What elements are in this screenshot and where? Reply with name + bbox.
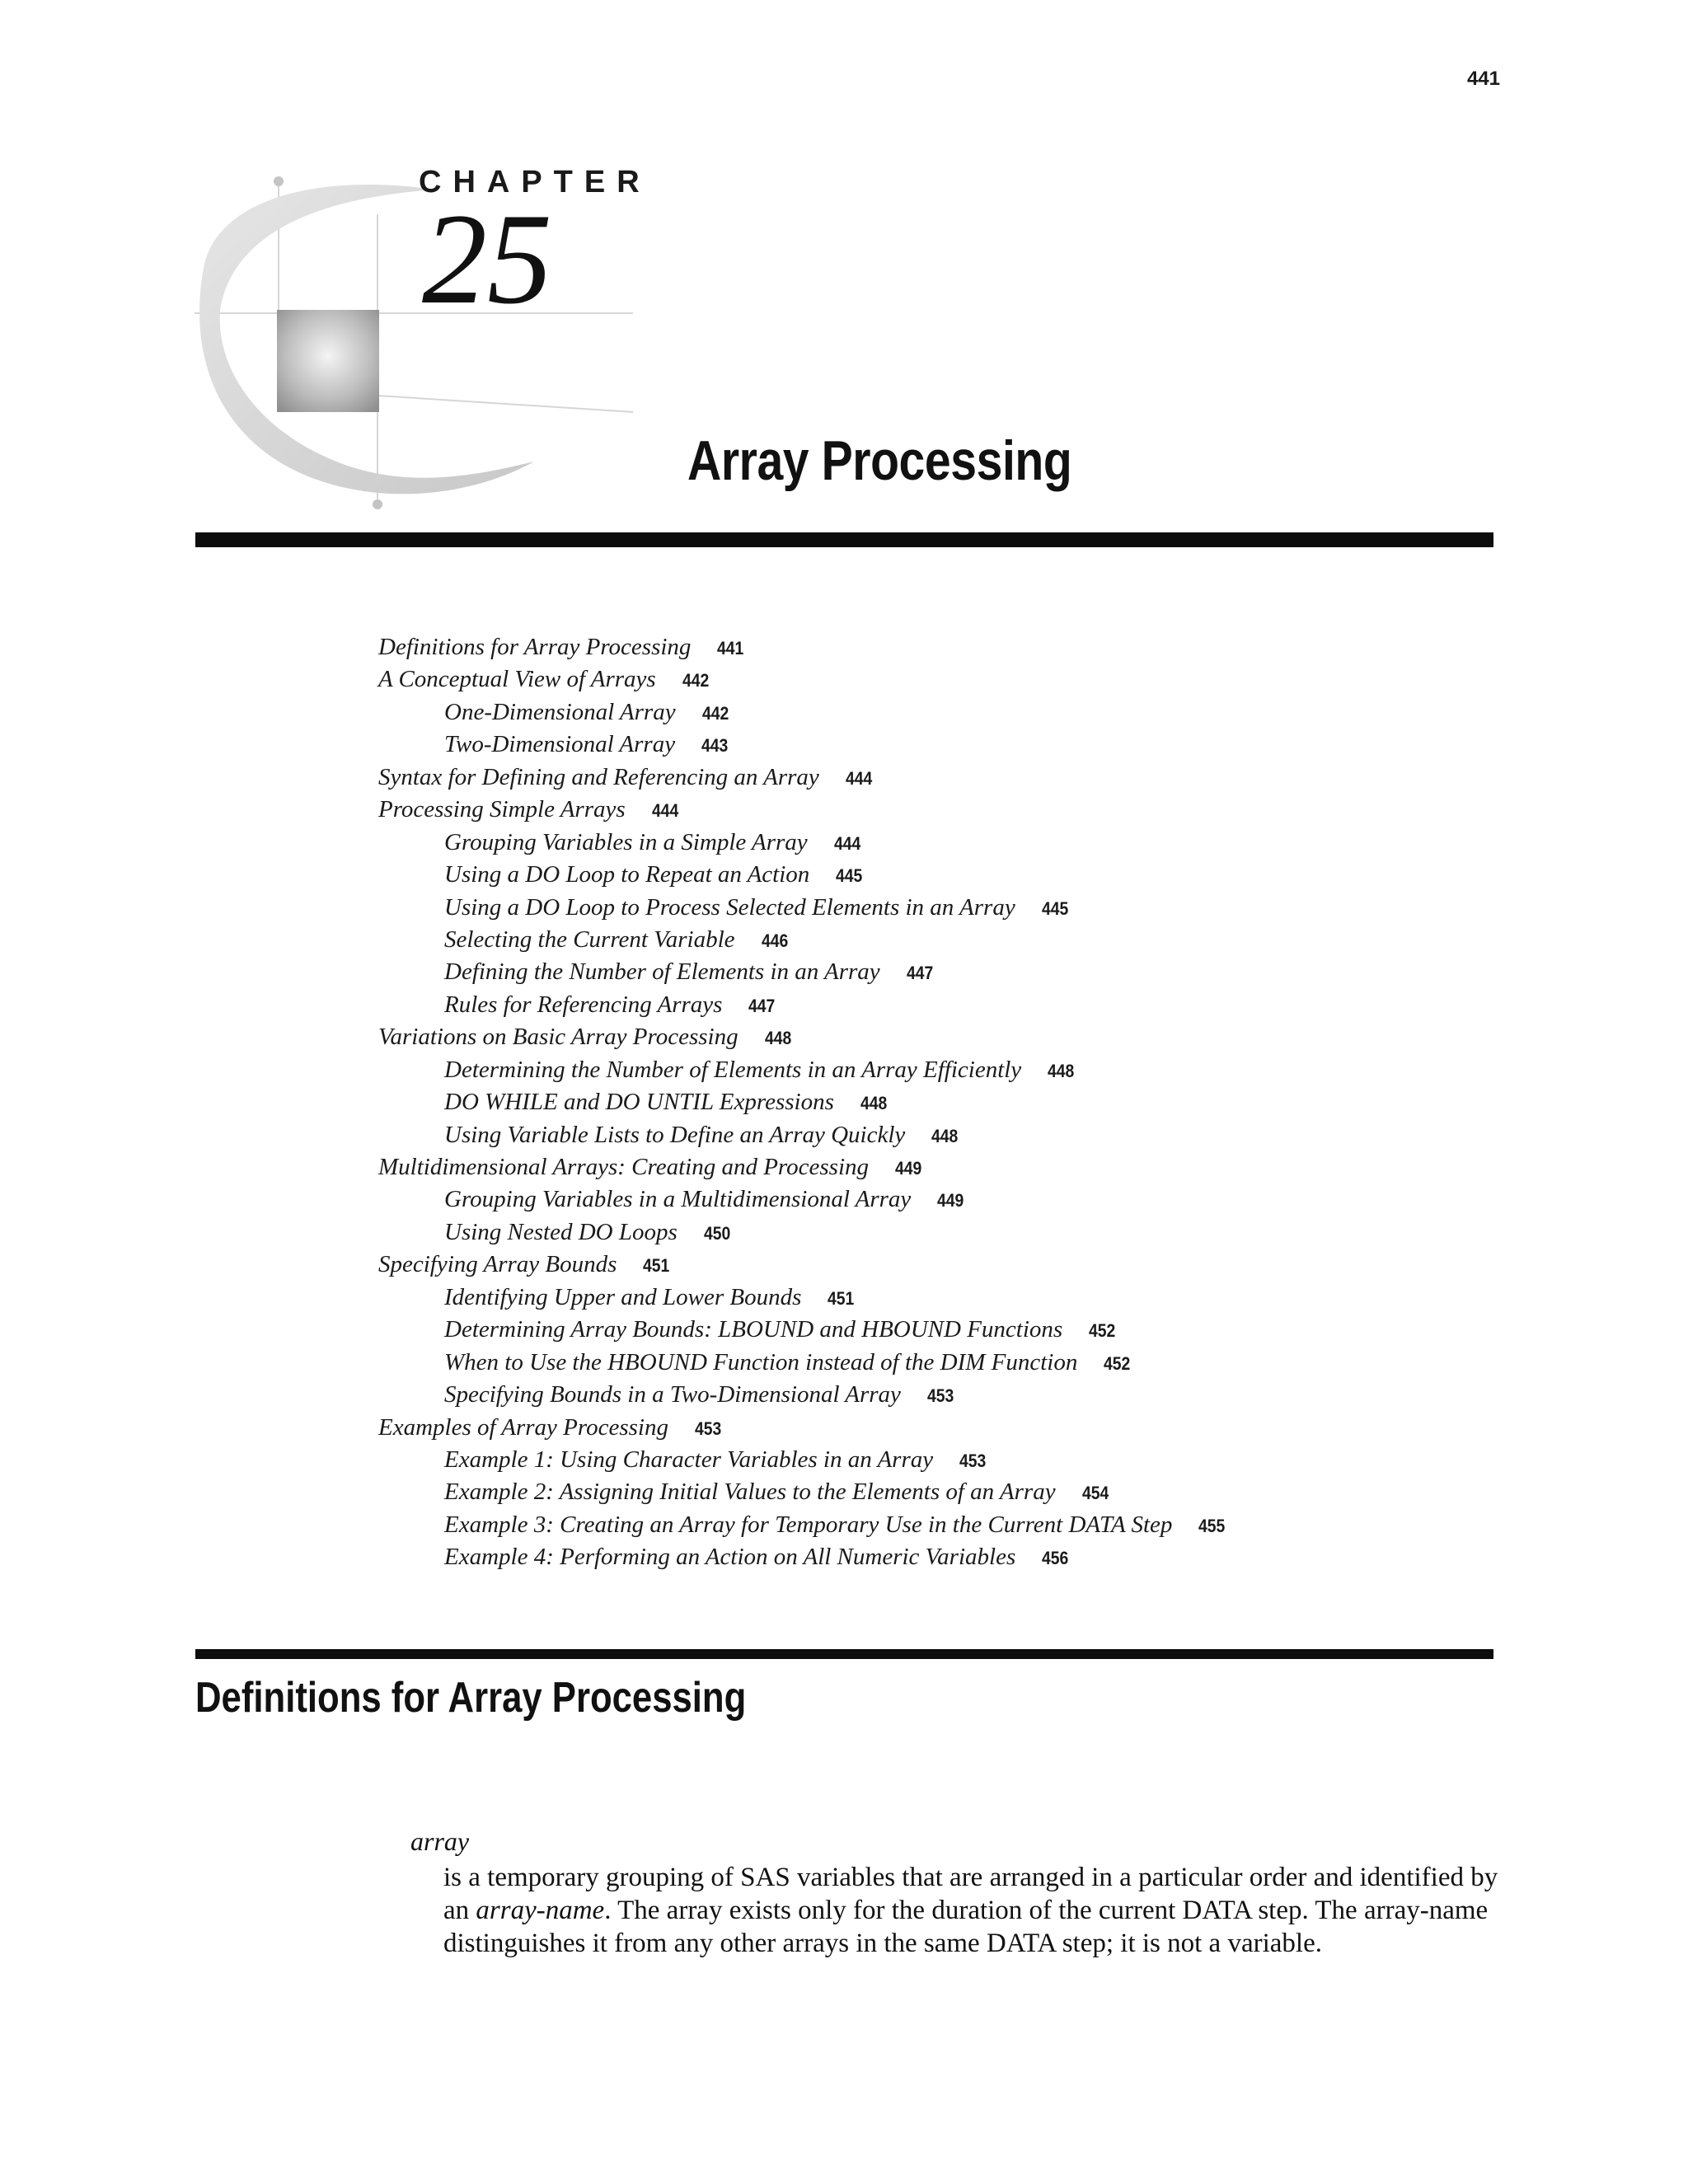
toc-entry-title: Using a DO Loop to Repeat an Action — [444, 861, 810, 888]
definition-emphasis: array-name — [476, 1896, 605, 1925]
toc-entry[interactable] — [378, 1216, 1532, 1249]
toc-entry-title: Example 2: Assigning Initial Values to the Elements of an Array — [444, 1479, 1056, 1506]
toc-entry[interactable] — [378, 696, 1532, 729]
toc-entry-page: 449 — [895, 1158, 922, 1179]
toc-entry-title: A Conceptual View of Arrays — [378, 666, 656, 693]
toc-entry[interactable] — [378, 1151, 1532, 1183]
toc-entry[interactable] — [378, 989, 1532, 1021]
toc-entry[interactable] — [378, 1086, 1532, 1118]
toc-entry-title: Two-Dimensional Array — [444, 731, 676, 758]
toc-entry-page: 443 — [701, 735, 729, 757]
toc-entry-page: 448 — [931, 1125, 959, 1146]
toc-entry[interactable] — [378, 1054, 1532, 1086]
toc-entry-title: One-Dimensional Array — [444, 698, 676, 725]
toc-entry-page: 447 — [748, 995, 776, 1016]
toc-entry-title: Multidimensional Arrays: Creating and Processing — [378, 1154, 870, 1180]
toc-entry-page: 445 — [836, 865, 863, 887]
definition-text-2: . The array exists only for the duration of the current DATA step. The array-name distinguishes it from any other arrays in the same DATA step; it is not a variable. — [443, 1896, 1489, 1958]
section-heading: Definitions for Array Processing — [195, 1674, 747, 1722]
toc-entry-title: Specifying Bounds in a Two-Dimensional Array — [444, 1381, 901, 1408]
toc-entry-title: Example 4: Performing an Action on All Numeric Variables — [444, 1544, 1016, 1571]
section-rule — [195, 1649, 1493, 1659]
toc-entry[interactable] — [378, 827, 1532, 859]
toc-entry-page: 454 — [1081, 1483, 1109, 1504]
chapter-title-rule — [195, 532, 1493, 547]
toc-entry[interactable] — [378, 1541, 1532, 1573]
toc-entry[interactable] — [378, 1412, 1532, 1444]
toc-entry-page: 452 — [1104, 1352, 1131, 1374]
toc-entry-title: Example 3: Creating an Array for Temporary Use in the Current DATA Step — [444, 1511, 1173, 1538]
toc-entry[interactable] — [378, 1476, 1532, 1508]
definition-term: array — [410, 1826, 470, 1856]
toc-entry-title: Processing Simple Arrays — [378, 796, 626, 823]
toc-entry[interactable] — [378, 1183, 1532, 1216]
toc-entry[interactable] — [378, 1119, 1532, 1151]
toc-entry[interactable] — [378, 631, 1532, 663]
toc-entry-title: Grouping Variables in a Multidimensional Array — [444, 1186, 912, 1213]
chapter-number: 25 — [422, 187, 552, 331]
toc-entry-page: 447 — [906, 963, 933, 984]
toc-entry-page: 453 — [959, 1450, 987, 1471]
toc-entry-page: 442 — [701, 702, 729, 724]
toc-entry-page: 456 — [1042, 1548, 1069, 1569]
page-number: 441 — [1466, 68, 1500, 90]
chapter-emblem-graphic — [188, 165, 649, 511]
toc-entry-title: Determining the Number of Elements in an Array Efficiently — [444, 1056, 1022, 1083]
toc-entry[interactable] — [378, 729, 1532, 761]
toc-entry-page: 446 — [761, 930, 788, 951]
toc-entry-page: 448 — [860, 1093, 888, 1114]
toc-entry[interactable] — [378, 1314, 1532, 1346]
toc-entry-page: 453 — [694, 1418, 722, 1439]
toc-entry[interactable] — [378, 1282, 1532, 1314]
toc-entry-title: Example 1: Using Character Variables in an Array — [444, 1446, 934, 1473]
toc-entry[interactable] — [378, 1379, 1532, 1411]
toc-entry[interactable] — [378, 924, 1532, 956]
toc-entry[interactable] — [378, 1021, 1532, 1053]
definition-text-1: is a temporary grouping of SAS variables that are arranged in a particular order and identified by an — [443, 1863, 1498, 1925]
toc-entry-title: Determining Array Bounds: LBOUND and HBOUND Functions — [444, 1316, 1063, 1343]
toc-entry[interactable] — [378, 1509, 1532, 1541]
chapter-label: CHAPTER — [419, 165, 651, 199]
toc-entry[interactable] — [378, 859, 1532, 891]
toc-entry-title: Using a DO Loop to Process Selected Elements in an Array — [444, 893, 1015, 921]
toc-entry[interactable] — [378, 1444, 1532, 1476]
toc-entry[interactable] — [378, 663, 1532, 696]
toc-entry[interactable] — [378, 1249, 1532, 1281]
toc-entry-title: Definitions for Array Processing — [378, 634, 692, 660]
toc-entry-page: 445 — [1041, 898, 1068, 919]
toc-entry-title: Using Nested DO Loops — [444, 1218, 678, 1245]
definition-body — [443, 1861, 1507, 1960]
toc-entry-page: 452 — [1089, 1320, 1116, 1342]
toc-entry-page: 449 — [937, 1190, 964, 1212]
toc-entry-page: 451 — [828, 1287, 855, 1309]
toc-entry-page: 453 — [926, 1385, 954, 1407]
toc-entry-title: DO WHILE and DO UNTIL Expressions — [444, 1089, 834, 1116]
toc-entry-page: 441 — [717, 638, 744, 658]
table-of-contents — [378, 631, 1532, 1574]
toc-entry-page: 444 — [845, 767, 873, 789]
toc-entry[interactable] — [378, 956, 1532, 988]
toc-entry[interactable] — [378, 892, 1532, 924]
toc-entry-title: Examples of Array Processing — [378, 1413, 668, 1441]
toc-entry-page: 444 — [651, 800, 678, 822]
toc-entry-page: 444 — [833, 832, 860, 854]
toc-entry-title: Syntax for Defining and Referencing an Array — [378, 763, 819, 790]
toc-entry-title: Variations on Basic Array Processing — [378, 1024, 738, 1051]
toc-entry[interactable] — [378, 1347, 1532, 1379]
toc-entry-page: 442 — [682, 670, 710, 691]
toc-entry-title: Grouping Variables in a Simple Array — [444, 828, 808, 855]
toc-entry-title: Identifying Upper and Lower Bounds — [444, 1283, 802, 1310]
toc-entry[interactable] — [378, 794, 1532, 826]
toc-entry-title: Rules for Referencing Arrays — [444, 991, 723, 1018]
toc-entry[interactable] — [378, 762, 1532, 794]
toc-entry-page: 450 — [703, 1222, 731, 1244]
toc-entry-page: 455 — [1198, 1515, 1226, 1536]
toc-entry-title: Specifying Array Bounds — [378, 1251, 617, 1278]
toc-entry-page: 451 — [643, 1255, 670, 1277]
chapter-title: Array Processing — [687, 429, 1072, 492]
toc-entry-title: When to Use the HBOUND Function instead of the DIM Function — [444, 1348, 1078, 1376]
toc-entry-title: Defining the Number of Elements in an Array — [444, 958, 880, 986]
toc-entry-page: 448 — [1048, 1060, 1075, 1081]
toc-entry-title: Using Variable Lists to Define an Array Quickly — [444, 1121, 906, 1148]
toc-entry-page: 448 — [764, 1028, 791, 1049]
toc-entry-title: Selecting the Current Variable — [444, 926, 735, 953]
